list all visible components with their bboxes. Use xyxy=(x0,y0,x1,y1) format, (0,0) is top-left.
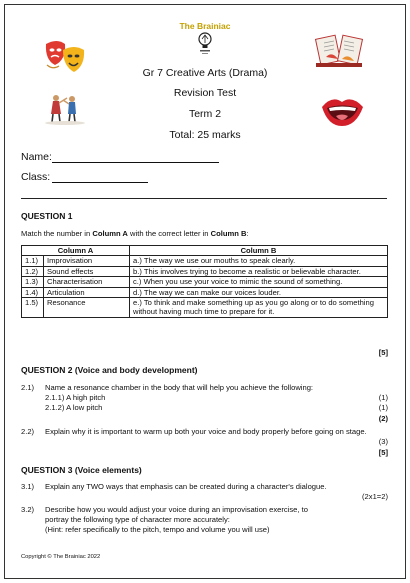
subtitle: Revision Test xyxy=(173,87,237,99)
q2-1-2-mark: (1) xyxy=(378,403,388,412)
row-number: 1.1) xyxy=(22,256,44,266)
name-label: Name: xyxy=(21,151,52,163)
row-number: 1.5) xyxy=(22,298,44,318)
q1-heading: QUESTION 1 xyxy=(21,211,73,221)
row-number: 1.4) xyxy=(22,287,44,297)
q2-1-subtotal: (2) xyxy=(378,414,388,423)
page-title: Gr 7 Creative Arts (Drama) xyxy=(142,67,268,79)
column-a-term: Sound effects xyxy=(44,266,130,276)
class-field[interactable] xyxy=(52,182,148,183)
q2-1-2: 2.1.2) A low pitch xyxy=(45,403,103,412)
term: Term 2 xyxy=(188,108,222,120)
column-b-definition: c.) When you use your voice to mimic the sound of something. xyxy=(130,277,388,287)
column-b-header: Column B xyxy=(130,246,388,256)
q3-2-text-line2: portray the following type of character more accurately: xyxy=(45,515,230,524)
column-a-header: Column A xyxy=(22,246,130,256)
column-b-definition: e.) To think and make something up as you go along or to do something without having much time to prepare for it. xyxy=(130,298,388,318)
q1-total: [5] xyxy=(378,348,388,357)
table-row xyxy=(22,256,388,266)
brand-name: The Brainiac xyxy=(179,21,231,31)
table-header-row xyxy=(22,246,388,256)
q3-heading: QUESTION 3 (Voice elements) xyxy=(21,465,142,475)
q2-1-text: Name a resonance chamber in the body that will help you achieve the following: xyxy=(45,383,314,392)
column-b-definition: d.) The way we can make our voices louder. xyxy=(130,287,388,297)
column-a-term: Improvisation xyxy=(44,256,130,266)
q3-1-text: Explain any TWO ways that emphasis can be created during a character's dialogue. xyxy=(45,482,327,491)
q3-2-hint: (Hint: refer specifically to the pitch, tempo and volume you will use) xyxy=(45,525,270,534)
total-marks: Total: 25 marks xyxy=(169,129,241,141)
q2-2-mark: (3) xyxy=(378,437,388,446)
q3-1-mark: (2x1=2) xyxy=(362,492,388,501)
table-row xyxy=(22,287,388,297)
q3-1-number: 3.1) xyxy=(21,482,35,491)
column-a-term: Resonance xyxy=(44,298,130,318)
copyright: Copyright © The Brainiac 2022 xyxy=(21,554,101,560)
q2-heading: QUESTION 2 (Voice and body development) xyxy=(21,365,198,375)
row-number: 1.3) xyxy=(22,277,44,287)
q2-1-1-mark: (1) xyxy=(378,393,388,402)
q2-1-number: 2.1) xyxy=(21,383,35,392)
q3-2 xyxy=(21,505,388,535)
q3-2-number: 3.2) xyxy=(21,505,35,514)
q2-2-text: Explain why it is important to warm up both your voice and body properly before going on stage. xyxy=(45,427,367,436)
table-row xyxy=(22,266,388,276)
q1-instruction: Match the number in Column A with the correct letter in Column B: xyxy=(21,229,249,238)
lightbulb-logo xyxy=(197,31,213,56)
table-row xyxy=(22,298,388,318)
matching-table xyxy=(21,245,388,318)
q2-total: [5] xyxy=(378,448,388,457)
divider xyxy=(21,198,387,199)
row-number: 1.2) xyxy=(22,266,44,276)
table-row xyxy=(22,277,388,287)
column-b-definition: a.) The way we use our mouths to speak clearly. xyxy=(130,256,388,266)
q2-2-number: 2.2) xyxy=(21,427,35,436)
name-field[interactable] xyxy=(52,162,219,163)
q2-1-1: 2.1.1) A high pitch xyxy=(45,393,106,402)
column-a-term: Characterisation xyxy=(44,277,130,287)
q3-2-text-line1: Describe how you would adjust your voice during an improvisation exercise, to xyxy=(45,505,308,514)
column-a-term: Articulation xyxy=(44,287,130,297)
column-b-definition: b.) This involves trying to become a realistic or believable character. xyxy=(130,266,388,276)
class-label: Class: xyxy=(21,171,51,183)
